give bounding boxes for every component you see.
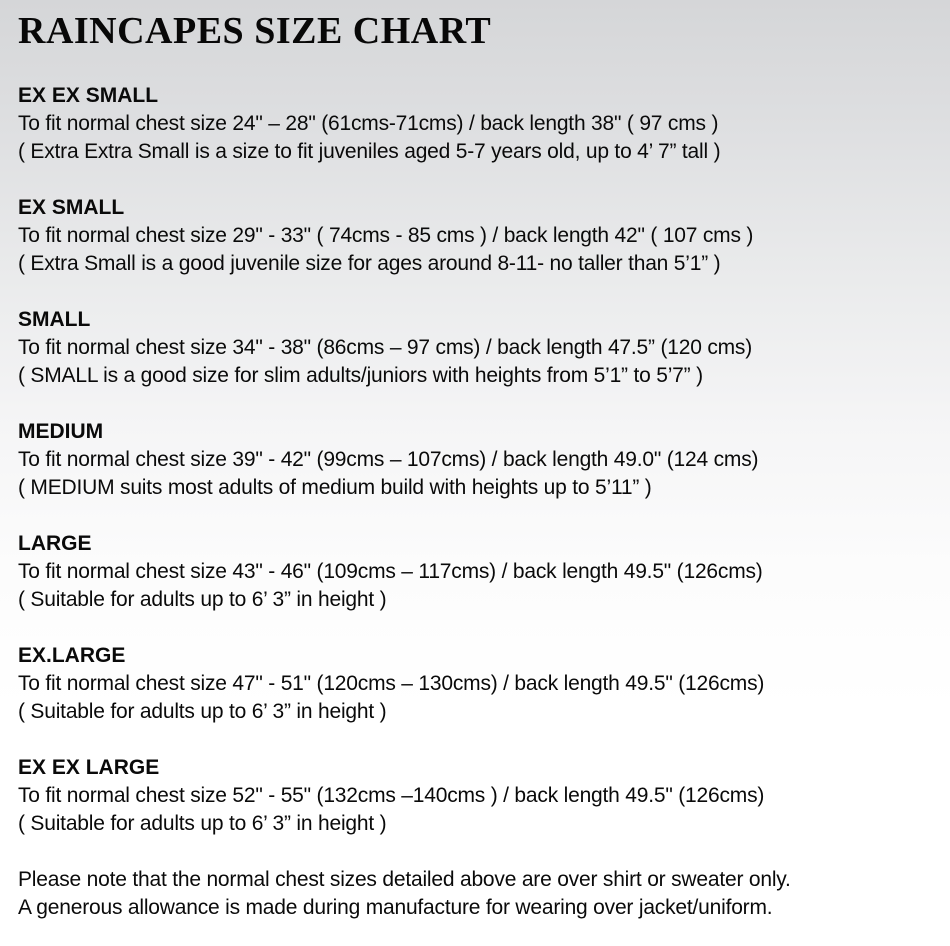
size-fit-line: To fit normal chest size 29" - 33" ( 74cms - 85 cms ) / back length 42" ( 107 cms ) [18, 224, 754, 247]
size-fit-line: To fit normal chest size 34" - 38" (86cms – 97 cms) / back length 47.5” (120 cms) [18, 336, 753, 359]
size-note-line: ( Extra Small is a good juvenile size for ages around 8-11- no taller than 5’1” ) [18, 252, 721, 275]
size-section-ex-ex-large [18, 754, 932, 838]
size-section-medium [18, 418, 932, 502]
size-note-line: ( Suitable for adults up to 6’ 3” in height ) [18, 588, 387, 611]
footer-note [18, 866, 932, 922]
size-name: EX EX SMALL [18, 84, 159, 107]
page-title: RAINCAPES SIZE CHART [18, 10, 492, 52]
size-section-ex-ex-small [18, 82, 932, 166]
size-fit-line: To fit normal chest size 39" - 42" (99cms – 107cms) / back length 49.0" (124 cms) [18, 448, 759, 471]
size-section-small [18, 306, 932, 390]
size-name: EX.LARGE [18, 644, 126, 667]
size-name: MEDIUM [18, 420, 104, 443]
footer-note-line-2: A generous allowance is made during manufacture for wearing over jacket/uniform. [18, 896, 773, 919]
size-section-ex-small [18, 194, 932, 278]
size-section-large [18, 530, 932, 614]
size-note-line: ( Extra Extra Small is a size to fit juveniles aged 5-7 years old, up to 4’ 7” tall ) [18, 140, 721, 163]
footer-note-line-1: Please note that the normal chest sizes detailed above are over shirt or sweater only. [18, 868, 791, 891]
size-name: LARGE [18, 532, 92, 555]
size-note-line: ( MEDIUM suits most adults of medium build with heights up to 5’11” ) [18, 476, 652, 499]
size-note-line: ( SMALL is a good size for slim adults/juniors with heights from 5’1” to 5’7” ) [18, 364, 703, 387]
size-section-ex-large [18, 642, 932, 726]
size-fit-line: To fit normal chest size 24" – 28" (61cms-71cms) / back length 38" ( 97 cms ) [18, 112, 719, 135]
size-fit-line: To fit normal chest size 52" - 55" (132cms –140cms ) / back length 49.5" (126cms) [18, 784, 765, 807]
size-name: EX EX LARGE [18, 756, 160, 779]
size-note-line: ( Suitable for adults up to 6’ 3” in height ) [18, 700, 387, 723]
size-name: SMALL [18, 308, 91, 331]
size-fit-line: To fit normal chest size 43" - 46" (109cms – 117cms) / back length 49.5" (126cms) [18, 560, 763, 583]
size-fit-line: To fit normal chest size 47" - 51" (120cms – 130cms) / back length 49.5" (126cms) [18, 672, 765, 695]
size-name: EX SMALL [18, 196, 125, 219]
size-note-line: ( Suitable for adults up to 6’ 3” in height ) [18, 812, 387, 835]
